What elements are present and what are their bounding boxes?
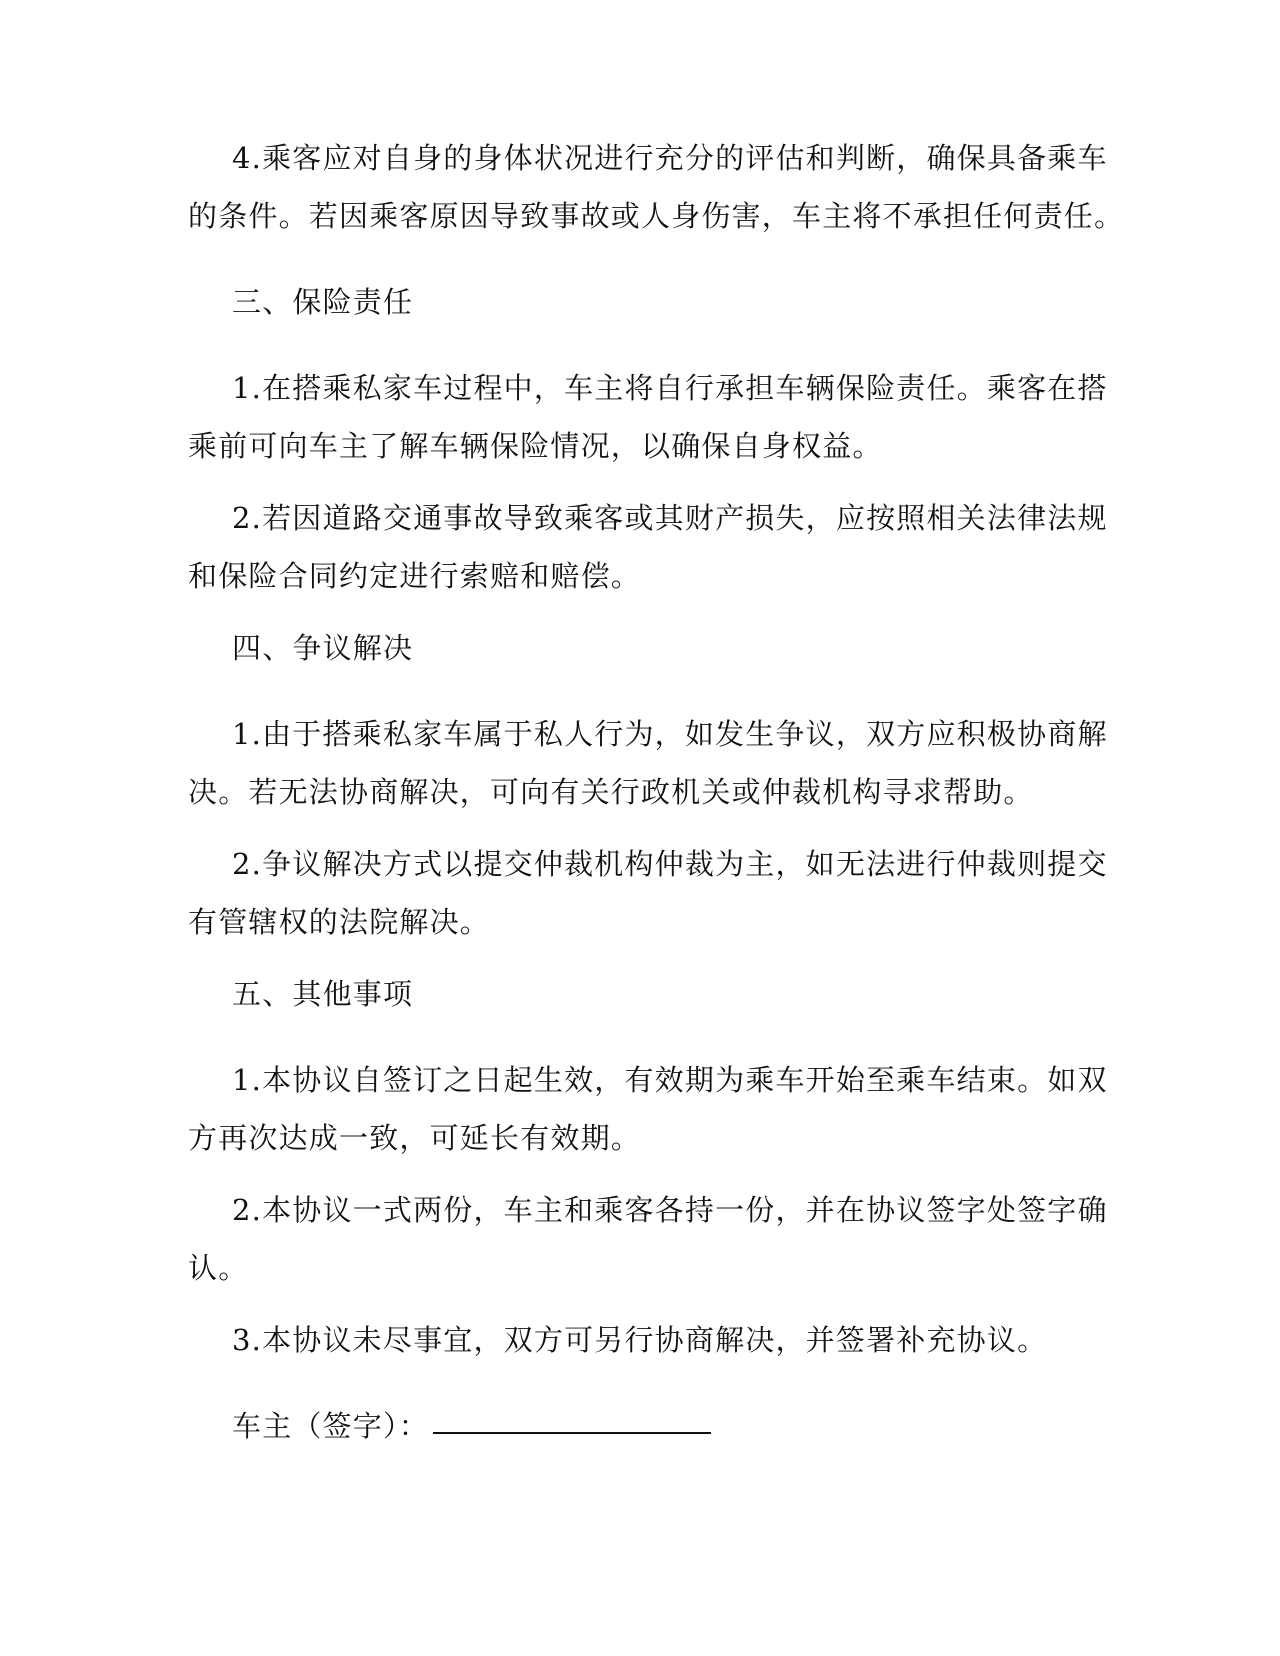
insurance-para-2-line-2: 和保险合同约定进行索赔和赔偿。 <box>188 559 642 593</box>
signature-blank-line <box>433 1432 711 1434</box>
section-heading-dispute: 四、争议解决 <box>232 631 414 665</box>
section-heading-other: 五、其他事项 <box>232 977 414 1011</box>
dispute-para-2-line-2: 有管辖权的法院解决。 <box>188 905 491 939</box>
other-para-1-line-1: 1.本协议自签订之日起生效，有效期为乘车开始至乘车结束。如双 <box>232 1063 1108 1097</box>
other-para-1-line-2: 方再次达成一致，可延长有效期。 <box>188 1121 642 1155</box>
dispute-para-2-line-1: 2.争议解决方式以提交仲裁机构仲裁为主，如无法进行仲裁则提交 <box>232 847 1108 881</box>
dispute-para-1-line-2: 决。若无法协商解决，可向有关行政机关或仲裁机构寻求帮助。 <box>188 775 1034 809</box>
insurance-para-2-line-1: 2.若因道路交通事故导致乘客或其财产损失，应按照相关法律法规 <box>232 501 1108 535</box>
para-4-line-2: 的条件。若因乘客原因导致事故或人身伤害，车主将不承担任何责任。 <box>188 199 1125 233</box>
dispute-para-1-line-1: 1.由于搭乘私家车属于私人行为，如发生争议，双方应积极协商解 <box>232 717 1108 751</box>
signature-row <box>232 1408 711 1444</box>
signature-label: 车主（签字）： <box>232 1409 429 1443</box>
other-para-2-line-1: 2.本协议一式两份，车主和乘客各持一份，并在协议签字处签字确 <box>232 1193 1108 1227</box>
insurance-para-1-line-2: 乘前可向车主了解车辆保险情况，以确保自身权益。 <box>188 429 883 463</box>
section-heading-insurance: 三、保险责任 <box>232 285 414 319</box>
other-para-3: 3.本协议未尽事宜，双方可另行协商解决，并签署补充协议。 <box>232 1323 1048 1357</box>
other-para-2-line-2: 认。 <box>188 1251 249 1285</box>
para-4-line-1: 4.乘客应对自身的身体状况进行充分的评估和判断，确保具备乘车 <box>232 141 1108 175</box>
insurance-para-1-line-1: 1.在搭乘私家车过程中，车主将自行承担车辆保险责任。乘客在搭 <box>232 371 1108 405</box>
